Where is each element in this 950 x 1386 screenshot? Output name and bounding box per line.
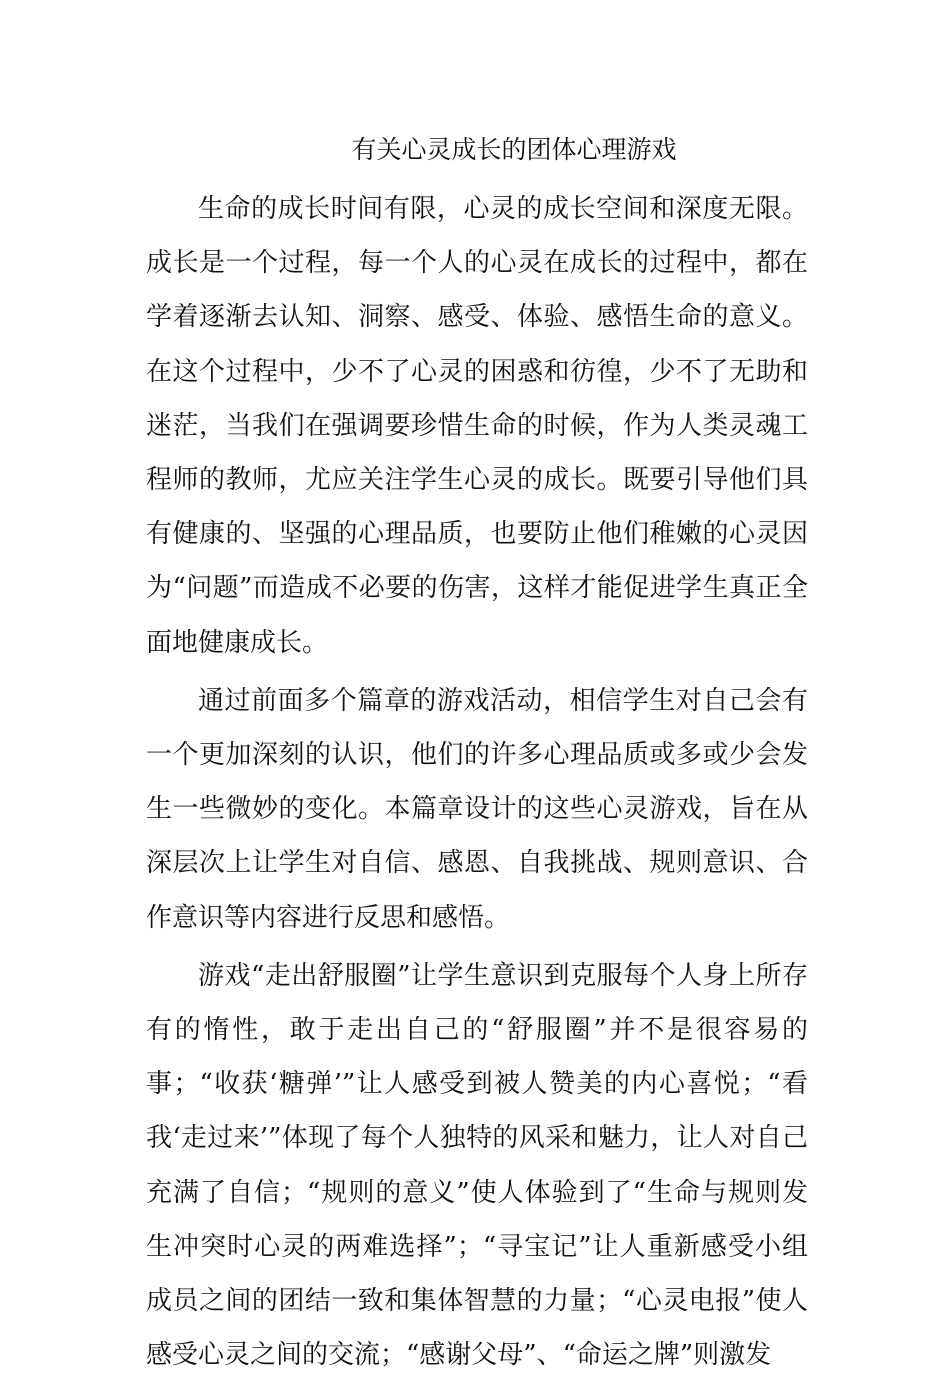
paragraph-chapter-purpose: 通过前面多个篇章的游戏活动，相信学生对自己会有一个更加深刻的认识，他们的许多心理品质或多或少会发生一些微妙的变化。本篇章设计的这些心灵游戏，旨在从深层次上让学生对自信、感恩、自我挑战、规则意识、合作意识等内容进行反思和感悟。 xyxy=(146,685,808,933)
paragraph-intro: 生命的成长时间有限，心灵的成长空间和深度无限。成长是一个过程，每一个人的心灵在成长的过程中，都在学着逐渐去认知、洞察、感受、体验、感悟生命的意义。在这个过程中，少不了心灵的困惑和彷徨，少不了无助和迷茫，当我们在强调要珍惜生命的时候，作为人类灵魂工程师的教师，尤应关注学生心灵的成长。既要引导他们具有健康的、坚强的心理品质，也要防止他们稚嫩的心灵因为“问题”而造成不必要的伤害，这样才能促进学生真正全面地健康成长。 xyxy=(146,194,808,658)
document-body xyxy=(146,182,808,1386)
document-title: 有关心灵成长的团体心理游戏 xyxy=(351,135,677,164)
paragraph-game-list: 游戏“走出舒服圈”让学生意识到克服每个人身上所存有的惰性，敢于走出自己的“舒服圈”并不是很容易的事；“收获‘糖弹’”让人感受到被人赞美的内心喜悦；“看我‘走过来’”体现了每个人独特的风采和魅力，让人对自己充满了自信；“规则的意义”使人体验到了“生命与规则发生冲突时心灵的两难选择”；“寻宝记”让人重新感受小组成员之间的团结一致和集体智慧的力量；“心灵电报”使人感受心灵之间的交流；“感谢父母”、“命运之牌”则激发 xyxy=(146,960,808,1371)
